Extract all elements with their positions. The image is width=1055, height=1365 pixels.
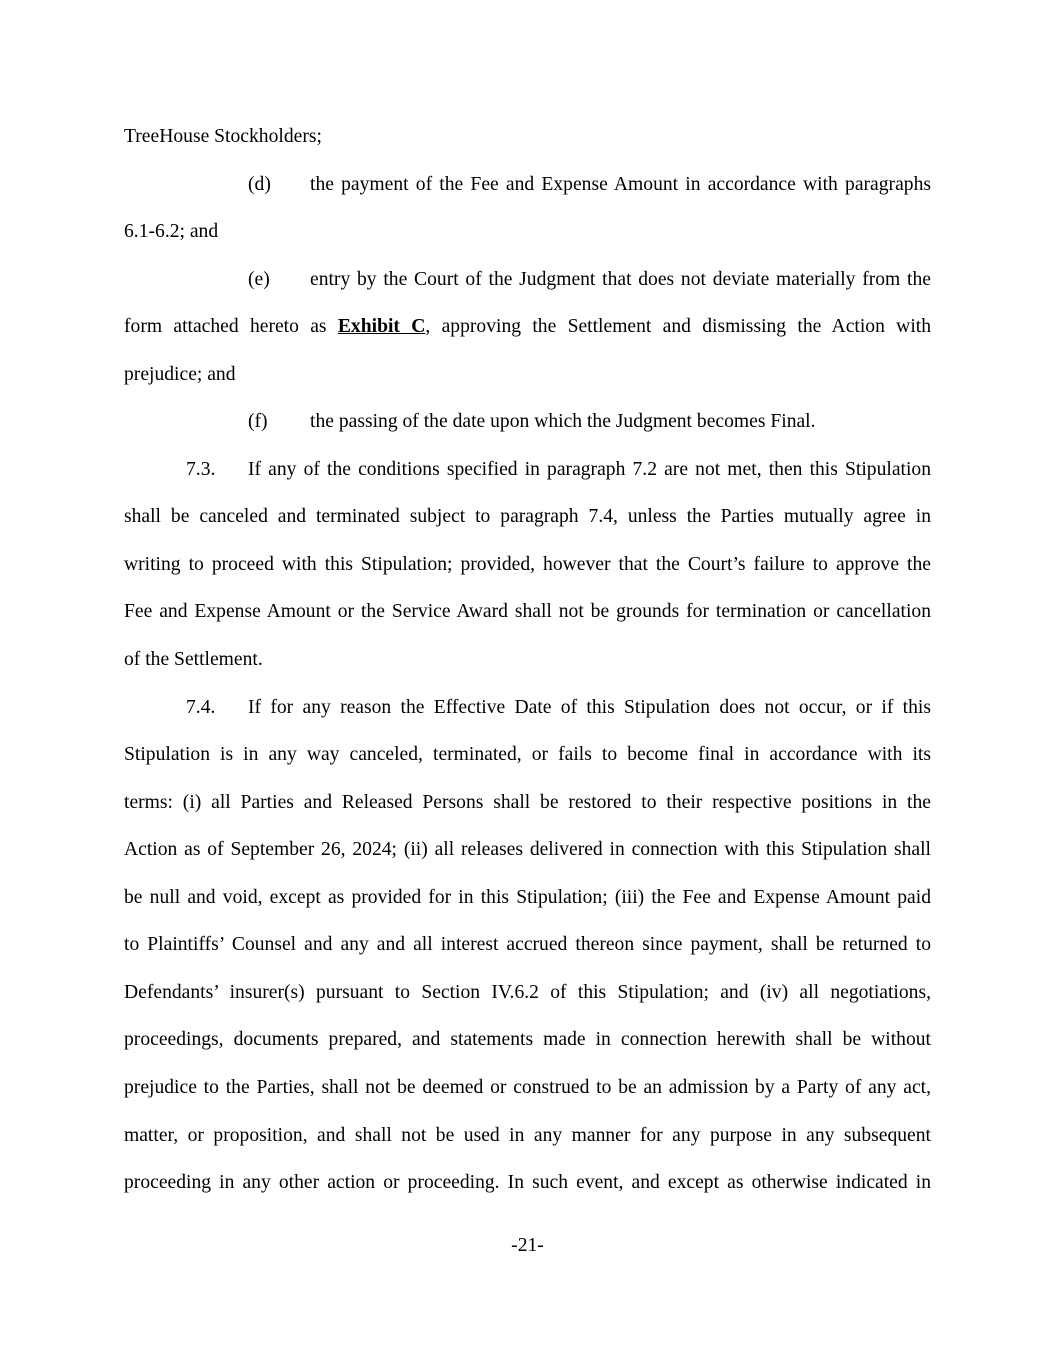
text-line: prejudice to the Parties, shall not be deemed or construed to be an admission by a Party of any act, xyxy=(124,1077,931,1098)
item-f-text: the passing of the date upon which the Judgment becomes Final. xyxy=(310,411,816,432)
exhibit-c-reference: Exhibit C xyxy=(337,316,426,337)
text-line: shall be canceled and terminated subject to paragraph 7.4, unless the Parties mutually agree in xyxy=(124,506,931,527)
text-line: Fee and Expense Amount or the Service Award shall not be grounds for termination or cancellation xyxy=(124,601,931,622)
text-line: matter, or proposition, and shall not be used in any manner for any purpose in any subsequent xyxy=(124,1125,931,1146)
item-marker-d: (d) xyxy=(248,174,271,195)
text-line: Stipulation is in any way canceled, terminated, or fails to become final in accordance with its xyxy=(124,744,931,765)
text-line: of the Settlement. xyxy=(124,649,263,670)
item-marker-f: (f) xyxy=(248,411,268,432)
text-line: to Plaintiffs’ Counsel and any and all interest accrued thereon since payment, shall be returned to xyxy=(124,934,931,955)
paragraph-number-7-3: 7.3. xyxy=(186,459,216,480)
paragraph-7-3-first-line: If any of the conditions specified in paragraph 7.2 are not met, then this Stipulation xyxy=(248,459,931,480)
item-d-text: the payment of the Fee and Expense Amount in accordance with paragraphs xyxy=(310,174,931,195)
text-line: Defendants’ insurer(s) pursuant to Section IV.6.2 of this Stipulation; and (iv) all negotiations, xyxy=(124,982,931,1003)
item-e-text: entry by the Court of the Judgment that does not deviate materially from the xyxy=(310,269,931,290)
text-line: be null and void, except as provided for in this Stipulation; (iii) the Fee and Expense Amount paid xyxy=(124,887,931,908)
paragraph-7-4-first-line: If for any reason the Effective Date of this Stipulation does not occur, or if this xyxy=(248,697,931,718)
text-line: Action as of September 26, 2024; (ii) all releases delivered in connection with this Stipulation shall xyxy=(124,839,931,860)
text-line: proceeding in any other action or proceeding. In such event, and except as otherwise indicated in xyxy=(124,1172,931,1193)
text-line: 6.1-6.2; and xyxy=(124,221,219,242)
text-line: terms: (i) all Parties and Released Persons shall be restored to their respective positions in the xyxy=(124,792,931,813)
item-e-line2 xyxy=(124,315,931,339)
item-marker-e: (e) xyxy=(248,269,270,290)
text-line: TreeHouse Stockholders; xyxy=(124,126,322,147)
item-e-after: , approving the Settlement and dismissing the Action with xyxy=(425,316,932,337)
text-line: prejudice; and xyxy=(124,364,236,385)
paragraph-number-7-4: 7.4. xyxy=(186,697,216,718)
text-line: writing to proceed with this Stipulation; provided, however that the Court’s failure to approve the xyxy=(124,554,931,575)
text-line: proceedings, documents prepared, and statements made in connection herewith shall be without xyxy=(124,1029,931,1050)
page-number: -21- xyxy=(511,1235,544,1256)
item-e-before: form attached hereto as xyxy=(124,316,327,337)
